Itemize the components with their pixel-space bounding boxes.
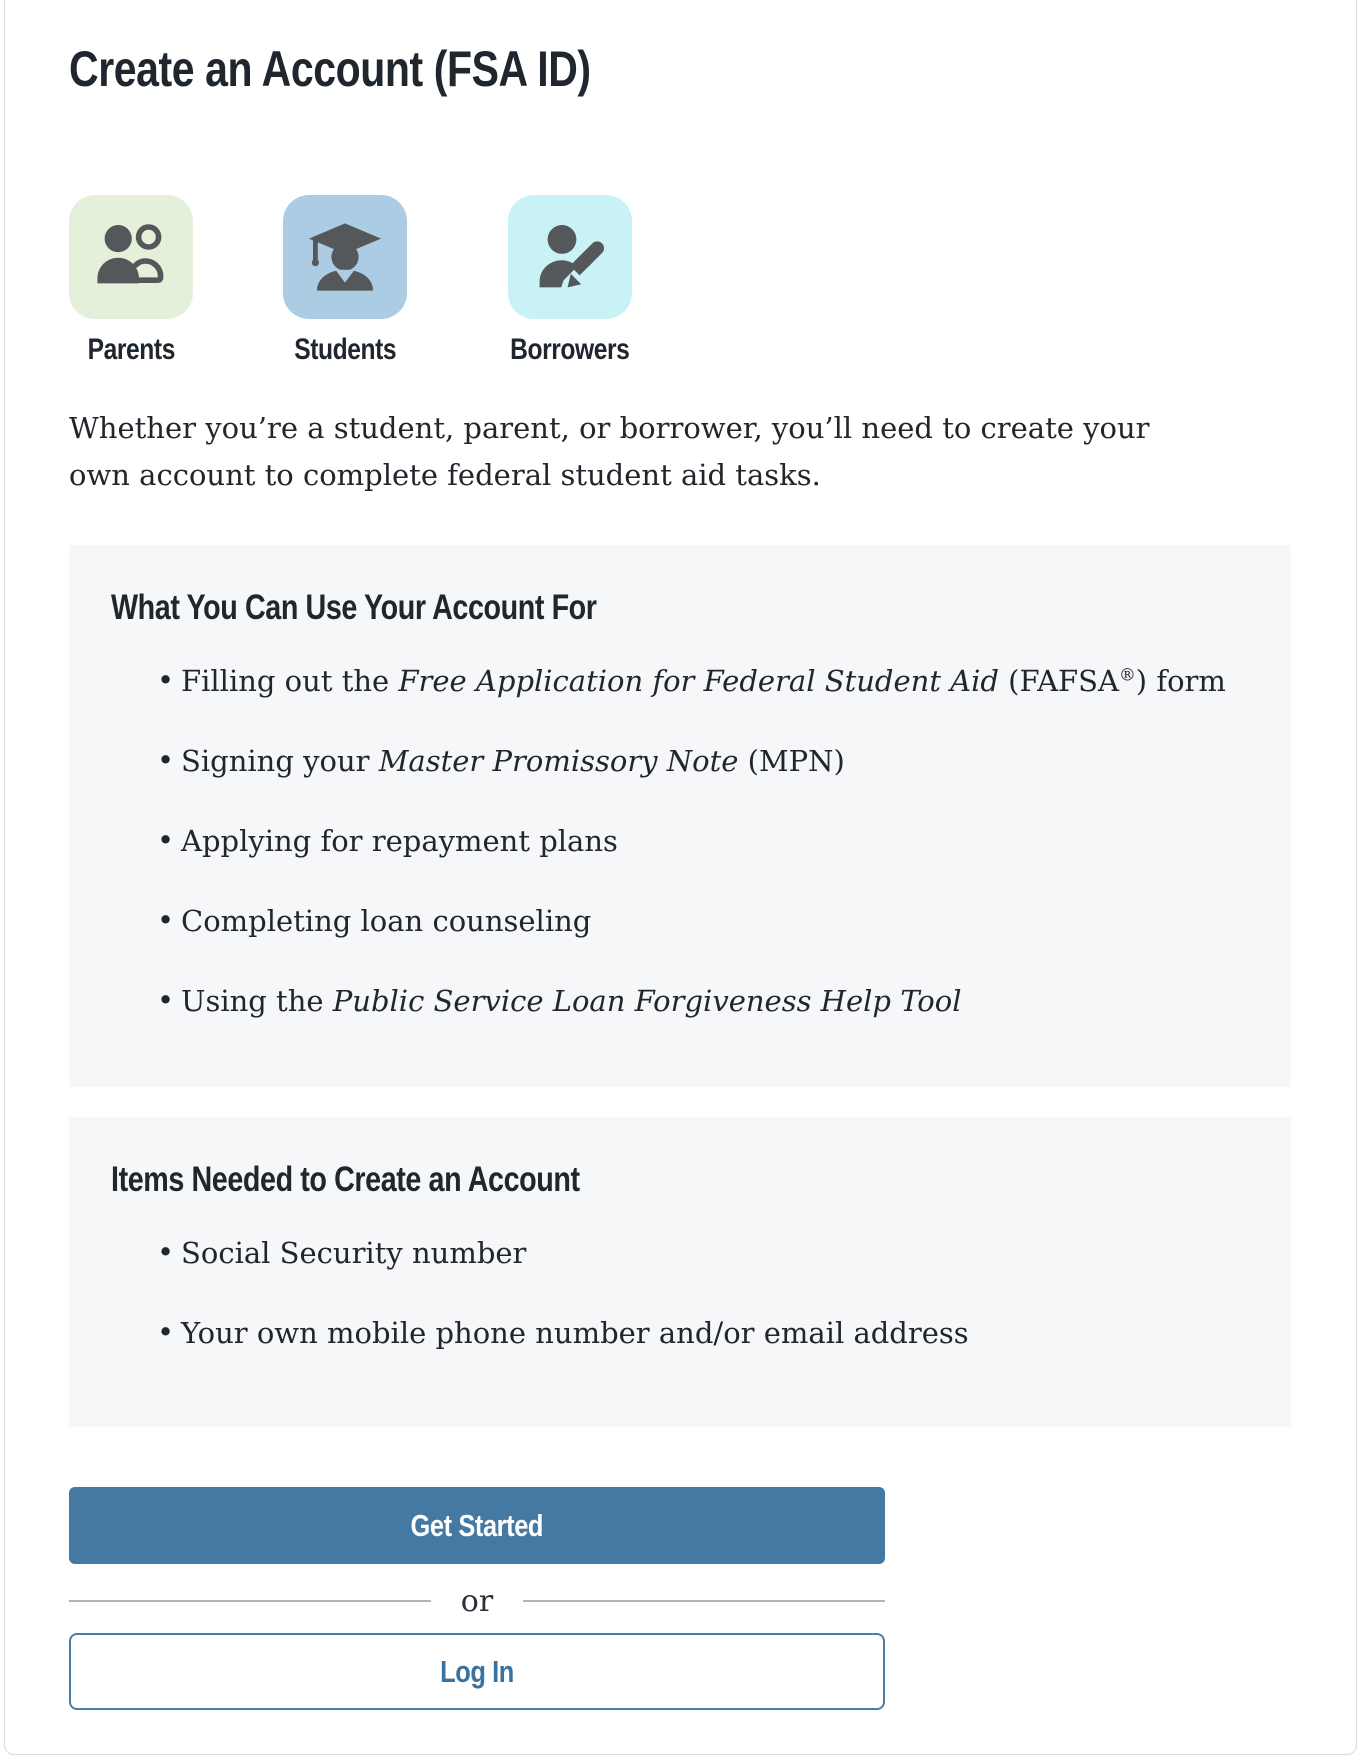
page-title: Create an Account (FSA ID): [69, 41, 591, 97]
items-needed-box: [69, 1117, 1291, 1427]
audience-label-parents: Parents: [87, 333, 175, 366]
list-item: • Your own mobile phone number and/or email address: [157, 1313, 1249, 1353]
audience-label-students: Students: [294, 333, 397, 366]
log-in-button[interactable]: Log In: [69, 1633, 885, 1710]
divider-line-right: [523, 1600, 885, 1602]
parents-icon: [69, 195, 193, 319]
list-item: • Using the Public Service Loan Forgiveness Help Tool: [157, 981, 1249, 1021]
usage-list: [111, 661, 1249, 1021]
list-item: • Completing loan counseling: [157, 901, 1249, 941]
usage-box: [69, 545, 1291, 1087]
audience-row: [69, 195, 1292, 367]
borrower-pencil-icon: [508, 195, 632, 319]
intro-text: Whether you’re a student, parent, or borrower, you’ll need to create your own account to complete federal student aid tasks.: [69, 411, 1150, 492]
graduation-cap-icon: [283, 195, 407, 319]
audience-borrowers: [497, 195, 643, 367]
cta-column: [69, 1487, 885, 1710]
divider-line-left: [69, 1600, 431, 1602]
divider-label: or: [460, 1583, 494, 1619]
items-needed-list: [111, 1233, 1249, 1353]
list-item: • Applying for repayment plans: [157, 821, 1249, 861]
audience-label-borrowers: Borrowers: [510, 333, 630, 366]
get-started-button[interactable]: Get Started: [69, 1487, 885, 1564]
usage-heading: What You Can Use Your Account For: [111, 588, 597, 627]
list-item: • Signing your Master Promissory Note (MPN): [157, 741, 1249, 781]
audience-parents: [69, 195, 193, 367]
page-card: [4, 0, 1357, 1755]
list-item: • Social Security number: [157, 1233, 1249, 1273]
audience-students: [283, 195, 407, 367]
list-item: • Filling out the Free Application for Federal Student Aid (FAFSA®) form: [157, 661, 1249, 701]
or-divider: [69, 1583, 885, 1619]
items-needed-heading: Items Needed to Create an Account: [111, 1160, 580, 1199]
